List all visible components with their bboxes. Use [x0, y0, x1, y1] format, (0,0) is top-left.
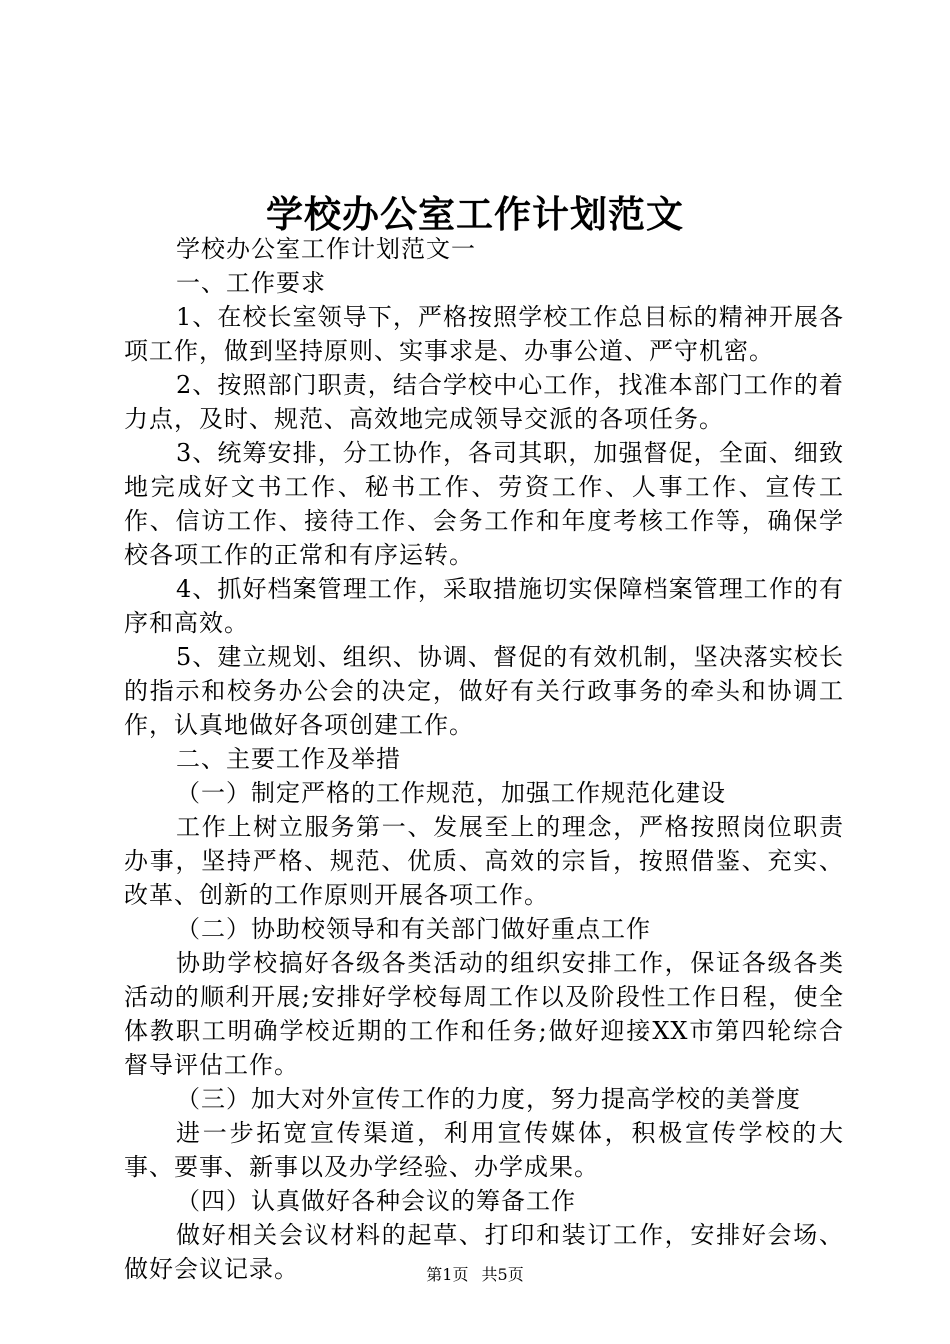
page-number: 第1页 [426, 1265, 469, 1284]
document-body [124, 232, 844, 1286]
paragraph-measure-1: 工作上树立服务第一、发展至上的理念，严格按照岗位职责办事，坚持严格、规范、优质、高效的宗旨，按照借鉴、充实、改革、创新的工作原则开展各项工作。 [124, 813, 844, 909]
section-heading-measures: 二、主要工作及举措 [176, 745, 401, 773]
paragraph-item-5: 5、建立规划、组织、协调、督促的有效机制，坚决落实校长的指示和校务办公会的决定，做好有关行政事务的牵头和协调工作，认真地做好各项创建工作。 [124, 643, 844, 739]
page-title: 学校办公室工作计划范文 [266, 192, 684, 236]
paragraph-measure-3: 进一步拓宽宣传渠道，利用宣传媒体，积极宣传学校的大事、要事、新事以及办学经验、办学成果。 [124, 1119, 844, 1181]
paragraph-measure-4: 做好相关会议材料的起草、打印和装订工作，安排好会场、做好会议记录。 [124, 1221, 844, 1283]
paragraph-item-1: 1、在校长室领导下，严格按照学校工作总目标的精神开展各项工作，做到坚持原则、实事求是、办事公道、严守机密。 [124, 303, 844, 365]
paragraph-item-3: 3、统筹安排，分工协作，各司其职，加强督促，全面、细致地完成好文书工作、秘书工作、劳资工作、人事工作、宣传工作、信访工作、接待工作、会务工作和年度考核工作等，确保学校各项工作的正常和有序运转。 [124, 439, 844, 569]
page-footer [0, 1262, 950, 1285]
subheading-1: （一）制定严格的工作规范，加强工作规范化建设 [176, 779, 726, 807]
paragraph-item-2: 2、按照部门职责，结合学校中心工作，找准本部门工作的着力点，及时、规范、高效地完成领导交派的各项任务。 [124, 371, 844, 433]
section-heading-requirements: 一、工作要求 [176, 269, 326, 297]
paragraph-item-4: 4、抓好档案管理工作，采取措施切实保障档案管理工作的有序和高效。 [124, 575, 844, 637]
page-total: 共5页 [481, 1265, 524, 1284]
subheading-2: （二）协助校领导和有关部门做好重点工作 [176, 915, 651, 943]
subheading-3: （三）加大对外宣传工作的力度，努力提高学校的美誉度 [176, 1085, 801, 1113]
subheading-4: （四）认真做好各种会议的筹备工作 [176, 1187, 576, 1215]
paragraph-measure-2: 协助学校搞好各级各类活动的组织安排工作，保证各级各类活动的顺利开展;安排好学校每周工作以及阶段性工作日程，使全体教职工明确学校近期的工作和任务;做好迎接XX市第四轮综合督导评估工作。 [124, 949, 844, 1079]
section-subtitle: 学校办公室工作计划范文一 [176, 235, 476, 263]
